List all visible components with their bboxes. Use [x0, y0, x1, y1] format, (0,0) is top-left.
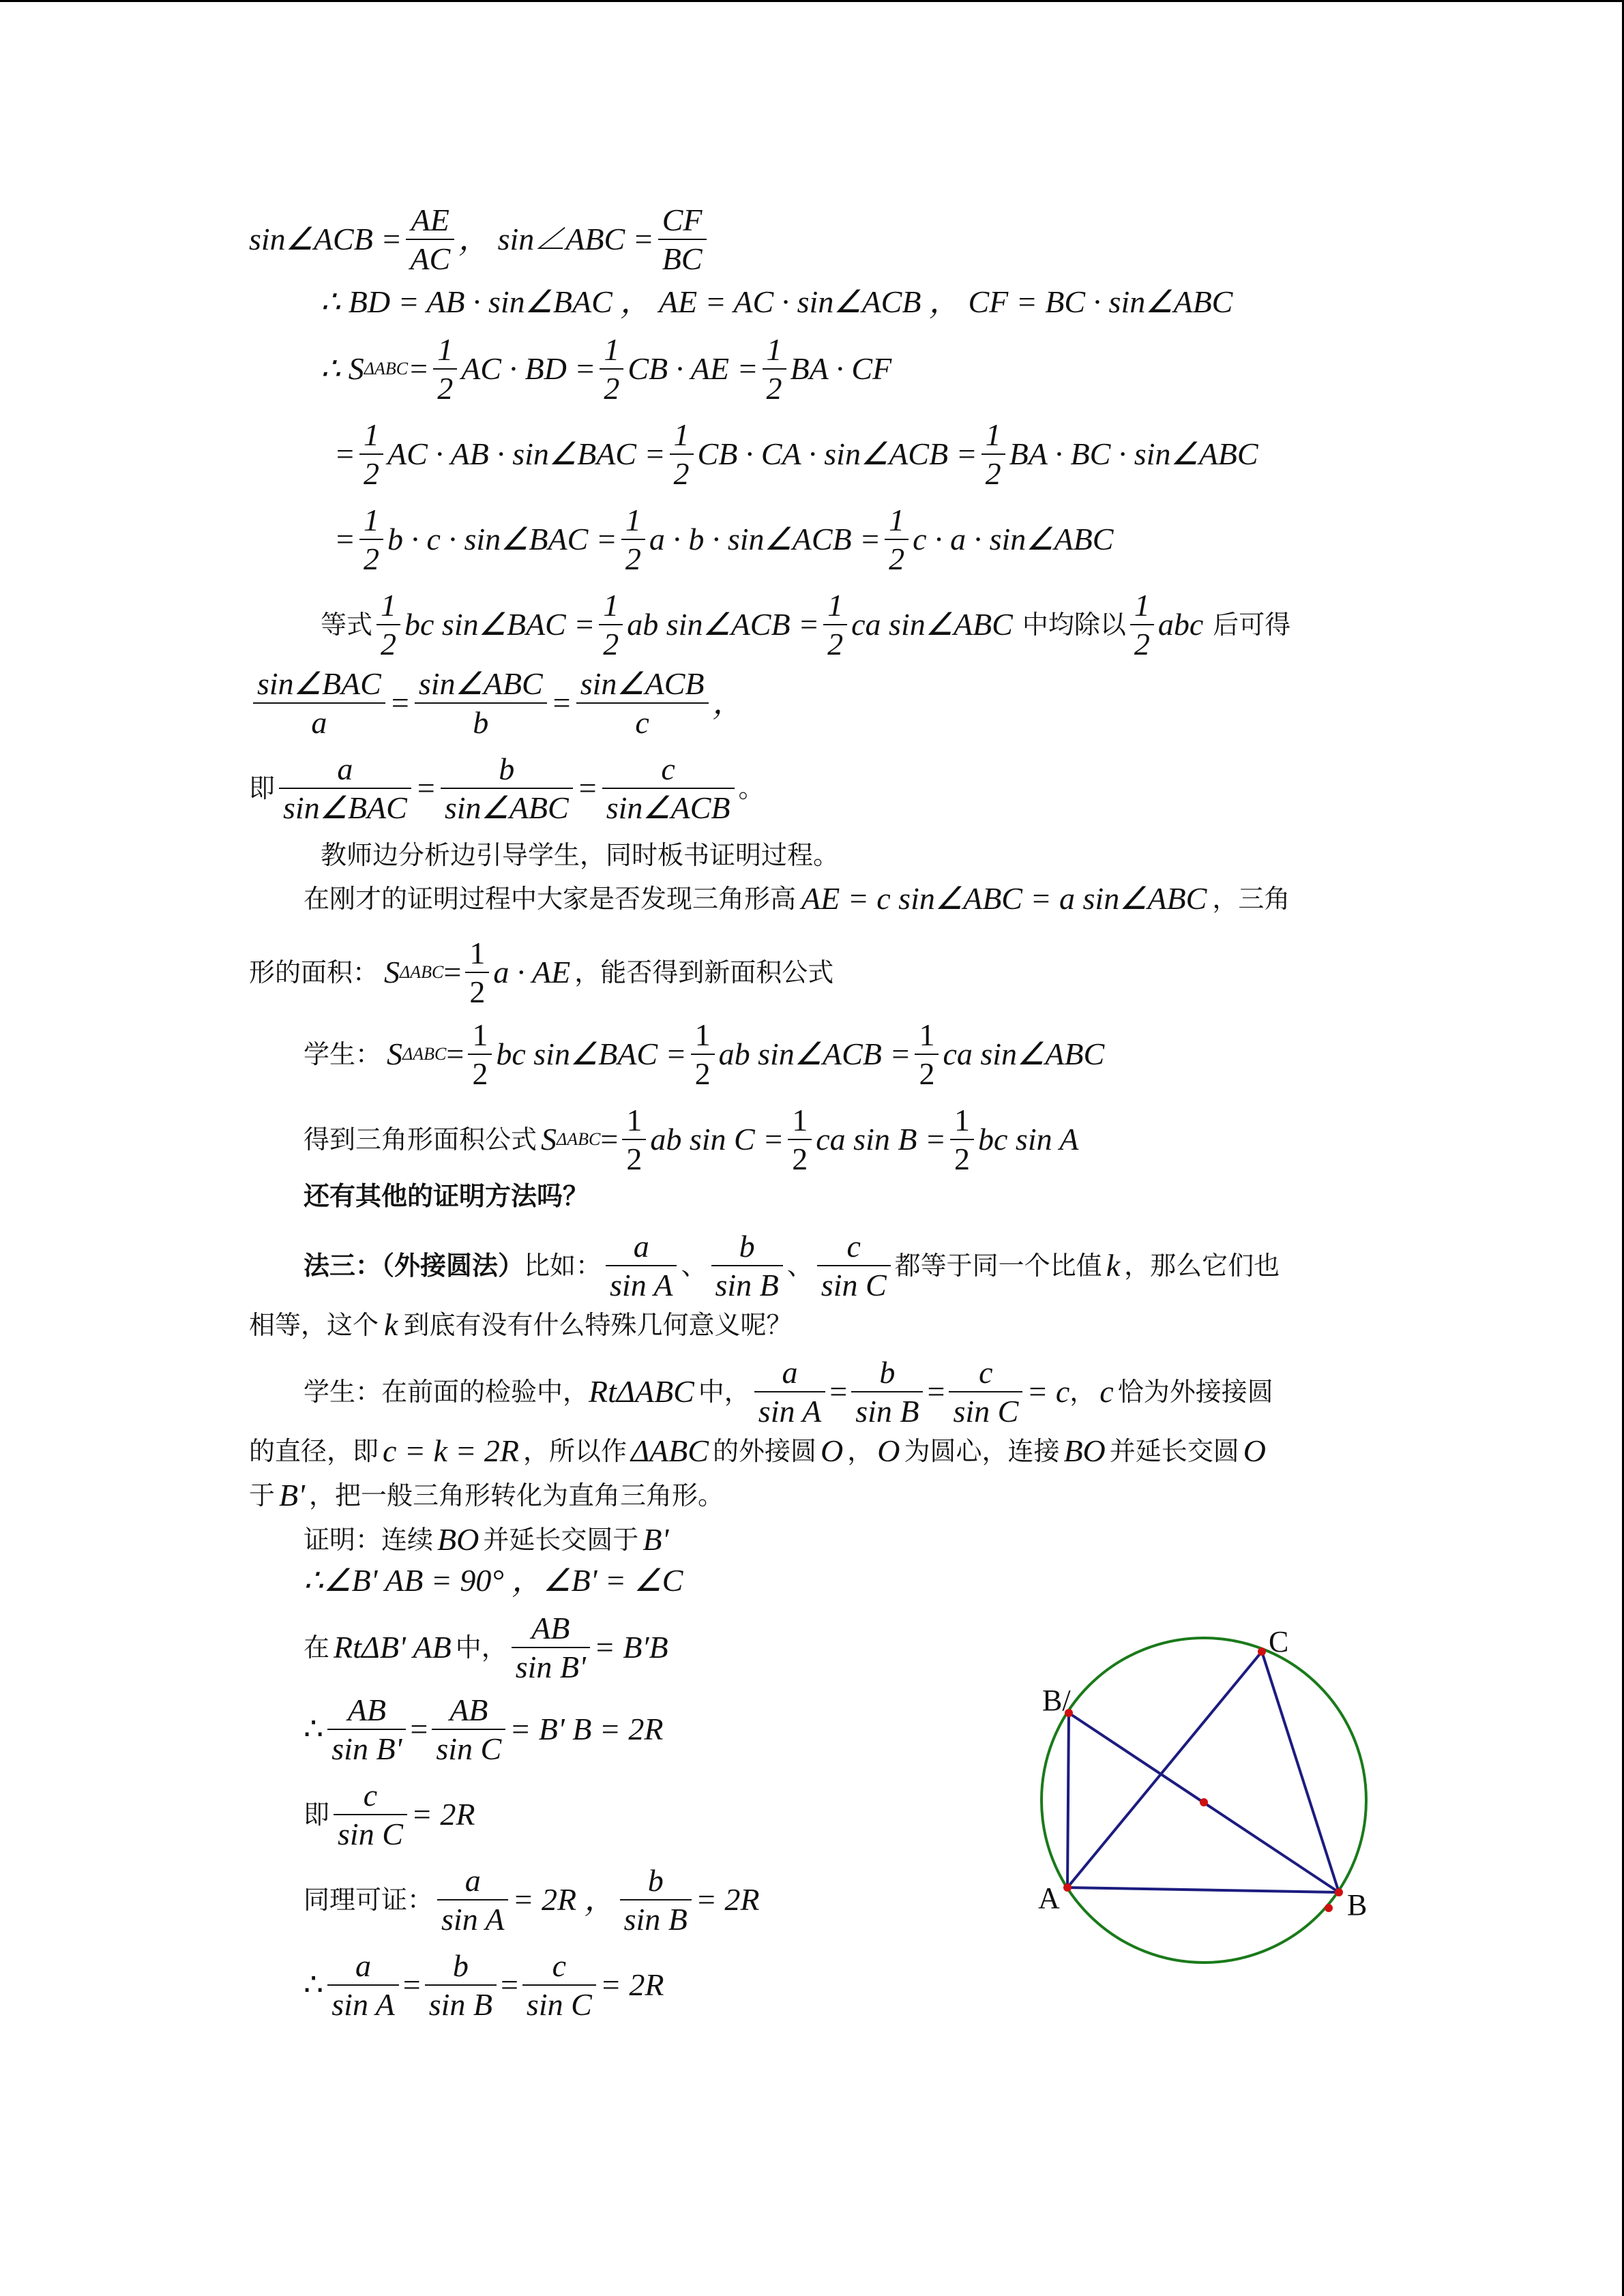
proof-similarly: 同理可证： $\frac{a}{\text{sin A}}$ = 2R ， $\frac{b}{\text{sin B}}$ = 2R: [304, 1863, 760, 1937]
paragraph-k: 相等，这个 k 到底有没有什么特殊几何意义呢？: [249, 1307, 793, 1342]
formula-line-8: 即 $\frac{a}{\text{sin∠BAC}}$ = $\frac{b}{\text{sin∠ABC}}$ = $\frac{c}{\text{sin∠ACB}}$ 。: [249, 751, 765, 826]
proof-start: 证明：连续 BO 并延长交圆于 B': [304, 1522, 669, 1557]
formula-line-6: 等式 $\frac{1}{2}$ bc sin∠BAC = $\frac{1}{2}$ ab sin∠ACB = $\frac{1}{2}$ ca sin∠ABC 中均除以 $\frac{1}{2}$ abc 后可得: [321, 588, 1291, 662]
point-c: [1258, 1648, 1266, 1656]
formula-line-3: ∴ S ΔABC = $\frac{1}{2}$ AC · BD = $\frac{1}{2}$ CB · AE = $\frac{1}{2}$ BA · CF: [321, 332, 892, 406]
fraction: $\frac{CF}{BC}$: [658, 201, 707, 278]
formula-line-1: [249, 201, 711, 278]
label-b-prime: B/: [1042, 1684, 1071, 1717]
paragraph-teacher: 教师边分析边引导学生，同时板书证明过程。: [321, 840, 840, 870]
paragraph-height: 在刚才的证明过程中大家是否发现三角形高 AE = c sin∠ABC = a sin∠ABC ，三角: [304, 881, 1290, 916]
proof-angles: ∴∠B' AB = 90° ，∠B' = ∠C: [304, 1563, 683, 1598]
formula-student: 学生： S ΔABC = $\frac{1}{2}$ bc sin∠BAC = $\frac{1}{2}$ ab sin∠ACB = $\frac{1}{2}$ ca sin∠ABC: [304, 1017, 1105, 1092]
label-b: B: [1347, 1888, 1368, 1922]
side-bc: [1262, 1652, 1339, 1892]
method-three: 法三：（外接圆法） 比如： $\frac{a}{\text{sin A}}$ 、 $\frac{b}{\text{sin B}}$ 、 $\frac{c}{\text{sin C}}$ 都等于同一个比值 k ，那么它们也: [304, 1229, 1280, 1303]
fraction: $\frac{AE}{AC}$: [406, 201, 454, 278]
point-o: [1200, 1798, 1208, 1806]
proof-c-2r: 即 $\frac{c}{\text{sin C}}$ = 2R: [304, 1778, 475, 1852]
text: sin∠ACB =: [249, 222, 402, 257]
formula-line-7: $\frac{\text{sin∠BAC}}{a}$ = $\frac{\text{sin∠ABC}}{b}$ = $\frac{\text{sin∠ACB}}{c}$ ，: [249, 665, 744, 741]
paragraph-area: 形的面积： S ΔABC = $\frac{1}{2}$ a · AE ，能否得到新面积公式: [249, 936, 834, 1010]
point-b-extra: [1325, 1904, 1333, 1912]
label-c: C: [1269, 1625, 1289, 1658]
circumcircle-diagram: [1023, 1623, 1405, 1978]
proof-conclusion: ∴ $\frac{a}{\text{sin A}}$ = $\frac{b}{\text{sin B}}$ = $\frac{c}{\text{sin C}}$ = 2R: [304, 1948, 664, 2023]
circumcircle-figure: [1023, 1623, 1405, 1978]
label-a: A: [1038, 1881, 1060, 1915]
paragraph-convert: 于 B' ，把一般三角形转化为直角三角形。: [249, 1478, 724, 1512]
point-a: [1063, 1883, 1072, 1892]
proof-ratio: ∴ $\frac{AB}{\text{sin B'}}$ = $\frac{AB}{\text{sin C}}$ = B' B = 2R: [304, 1693, 664, 1767]
formula-line-4: = $\frac{1}{2}$ AC · AB · sin∠BAC = $\frac{1}{2}$ CB · CA · sin∠ACB = $\frac{1}{2}$ BA · BC · sin∠ABC: [334, 417, 1258, 492]
text: ， sin∠ABC =: [458, 222, 654, 257]
point-b: [1335, 1888, 1343, 1896]
paragraph-diameter: 的直径，即 c = k = 2R ，所以作 ΔABC 的外接圆 O ， O 为圆心，连接 BO 并延长交圆 O: [249, 1433, 1267, 1468]
formula-area-result: 得到三角形面积公式 S ΔABC = $\frac{1}{2}$ ab sin C = $\frac{1}{2}$ ca sin B = $\frac{1}{2}$ bc sin A: [304, 1103, 1079, 1177]
text: ∴ BD = AB · sin∠BAC ， AE = AC · sin∠ACB ， CF = BC · sin∠ABC: [321, 284, 1233, 319]
side-ab-prime: [1067, 1713, 1069, 1888]
formula-line-2: [321, 286, 1232, 318]
side-ab: [1067, 1888, 1339, 1892]
proof-rt-triangle: 在 RtΔB' AB 中， $\frac{AB}{\text{sin B'}}$ = B′B: [304, 1611, 668, 1685]
question-bold: 还有其他的证明方法吗？: [304, 1181, 589, 1211]
side-ac: [1067, 1652, 1262, 1888]
paragraph-student-check: 学生：在前面的检验中， RtΔABC 中， $\frac{a}{\text{sin A}}$ = $\frac{b}{\text{sin B}}$ = $\frac{c}{\text{sin C}}$ = c ， c 恰为外接接圆: [304, 1355, 1273, 1429]
formula-line-5: = $\frac{1}{2}$ b · c · sin∠BAC = $\frac{1}{2}$ a · b · sin∠ACB = $\frac{1}{2}$ c · a · sin∠ABC: [334, 503, 1114, 577]
